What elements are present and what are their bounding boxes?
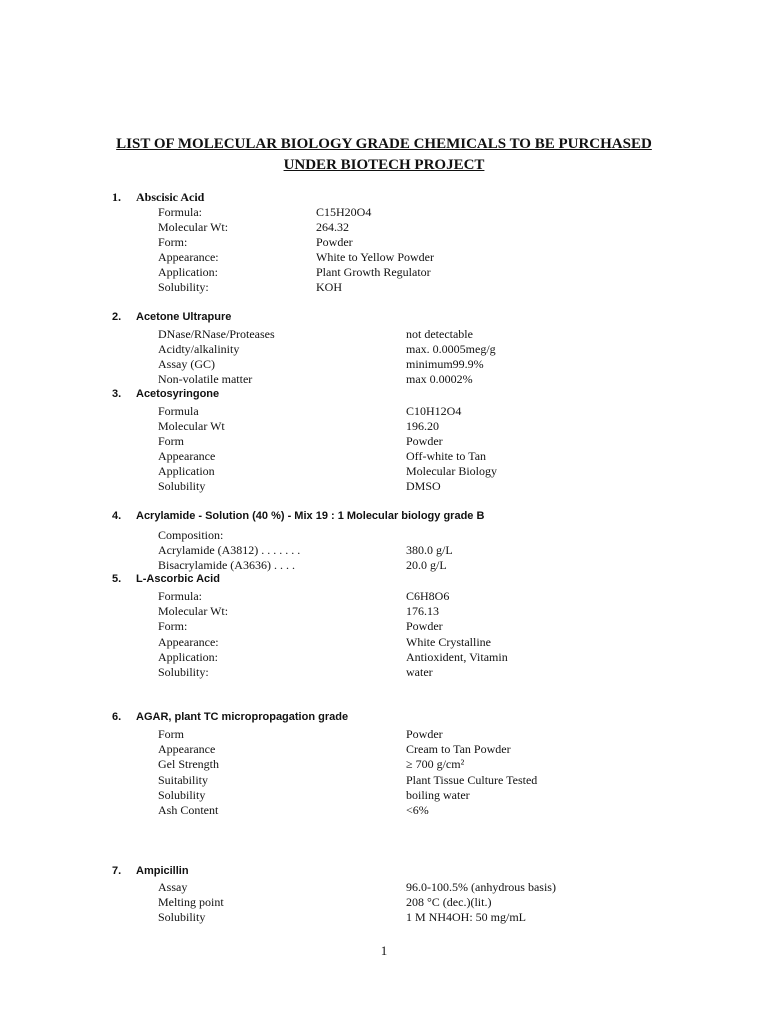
property-value: ≥ 700 g/cm² <box>406 757 465 772</box>
title-line-2: UNDER BIOTECH PROJECT <box>283 157 485 173</box>
property-value: not detectable <box>406 327 473 341</box>
property-label: Application <box>158 464 215 478</box>
property-value: Cream to Tan Powder <box>406 742 511 757</box>
property-label: Acrylamide (A3812) . . . . . . . <box>158 543 301 557</box>
property-label: Assay (GC) <box>158 357 215 371</box>
section-title: L-Ascorbic Acid <box>136 573 220 585</box>
section-heading <box>112 864 189 878</box>
property-value: max. 0.0005meg/g <box>406 342 496 356</box>
property-value: Powder <box>406 434 443 448</box>
property-label: Formula <box>158 404 199 418</box>
property-value: DMSO <box>406 479 441 493</box>
property-value: 208 °C (dec.)(lit.) <box>406 895 492 909</box>
property-label: Solubility <box>158 787 206 802</box>
property-label: Acidty/alkalinity <box>158 342 240 356</box>
property-value: C6H8O6 <box>406 589 450 603</box>
property-label: Formula: <box>158 589 202 603</box>
property-label: Composition: <box>158 528 224 542</box>
property-label: Gel Strength <box>158 757 219 772</box>
section-heading <box>112 572 220 586</box>
property-value: Powder <box>406 619 443 634</box>
property-value: C15H20O4 <box>316 205 372 219</box>
section-title: Ampicillin <box>136 865 189 877</box>
property-label: Molecular Wt <box>158 419 225 433</box>
property-label: Assay <box>158 880 188 894</box>
property-value: Off-white to Tan <box>406 449 487 463</box>
property-label: Solubility <box>158 910 206 924</box>
property-label: Form <box>158 727 185 741</box>
property-label: Appearance: <box>158 250 219 264</box>
title-line-1: LIST OF MOLECULAR BIOLOGY GRADE CHEMICALS TO BE PURCHASED <box>116 136 652 152</box>
property-label: Molecular Wt: <box>158 220 229 234</box>
property-label: DNase/RNase/Proteases <box>158 327 275 341</box>
property-value: Molecular Biology <box>406 464 497 478</box>
property-label: Form <box>158 434 185 448</box>
property-label: Application: <box>158 649 218 664</box>
property-value: 20.0 g/L <box>406 558 447 572</box>
section-number: 5. <box>112 573 122 585</box>
property-value: KOH <box>316 280 342 294</box>
property-value: 176.13 <box>406 604 439 619</box>
property-label: Solubility: <box>158 665 209 679</box>
property-value: Plant Tissue Culture Tested <box>406 772 538 787</box>
property-value: Plant Growth Regulator <box>316 265 431 279</box>
page-title <box>0 134 768 176</box>
property-value: White to Yellow Powder <box>316 250 434 264</box>
property-value: Powder <box>406 727 443 741</box>
section-heading <box>112 387 219 401</box>
property-value: boiling water <box>406 787 470 802</box>
property-label: Melting point <box>158 895 224 909</box>
property-label: Ash Content <box>158 803 219 817</box>
section-number: 1. <box>112 190 121 204</box>
property-label: Solubility <box>158 479 206 493</box>
property-label: Form: <box>158 619 188 634</box>
section-number: 3. <box>112 388 122 400</box>
property-value: 264.32 <box>316 220 349 234</box>
property-value: water <box>406 665 433 679</box>
section-heading <box>112 710 348 724</box>
section-title: Acetosyringone <box>136 388 220 400</box>
property-value: max 0.0002% <box>406 372 473 386</box>
property-value: <6% <box>406 803 429 817</box>
property-value: 96.0-100.5% (anhydrous basis) <box>406 880 556 894</box>
property-value: White Crystalline <box>406 634 491 649</box>
section-heading <box>112 310 231 324</box>
property-label: Suitability <box>158 772 209 787</box>
property-value: 1 M NH4OH: 50 mg/mL <box>406 910 526 924</box>
property-label: Solubility: <box>158 280 209 294</box>
property-value: Powder <box>316 235 353 249</box>
property-value: Antioxident, Vitamin <box>406 649 508 664</box>
property-label: Molecular Wt: <box>158 604 229 619</box>
section-number: 4. <box>112 510 122 522</box>
property-value: 380.0 g/L <box>406 543 453 557</box>
property-label: Bisacrylamide (A3636) . . . . <box>158 558 295 572</box>
property-value: 196.20 <box>406 419 439 433</box>
section-heading <box>112 190 204 204</box>
property-label: Appearance <box>158 742 216 757</box>
section-number: 7. <box>112 865 122 877</box>
section-number: 2. <box>112 311 122 323</box>
property-label: Application: <box>158 265 218 279</box>
property-value: minimum99.9% <box>406 357 484 371</box>
property-label: Formula: <box>158 205 202 219</box>
page-number: 1 <box>380 943 388 958</box>
property-value: C10H12O4 <box>406 404 462 418</box>
property-label: Non-volatile matter <box>158 372 253 386</box>
property-label: Form: <box>158 235 188 249</box>
section-heading <box>112 509 484 523</box>
section-number: 6. <box>112 711 122 723</box>
section-title: Abscisic Acid <box>136 190 205 204</box>
property-label: Appearance <box>158 449 216 463</box>
section-title: Acrylamide - Solution (40 %) - Mix 19 : 1 Molecular biology grade B <box>136 510 485 522</box>
section-title: Acetone Ultrapure <box>136 311 232 323</box>
section-title: AGAR, plant TC micropropagation grade <box>136 711 349 723</box>
property-label: Appearance: <box>158 634 219 649</box>
